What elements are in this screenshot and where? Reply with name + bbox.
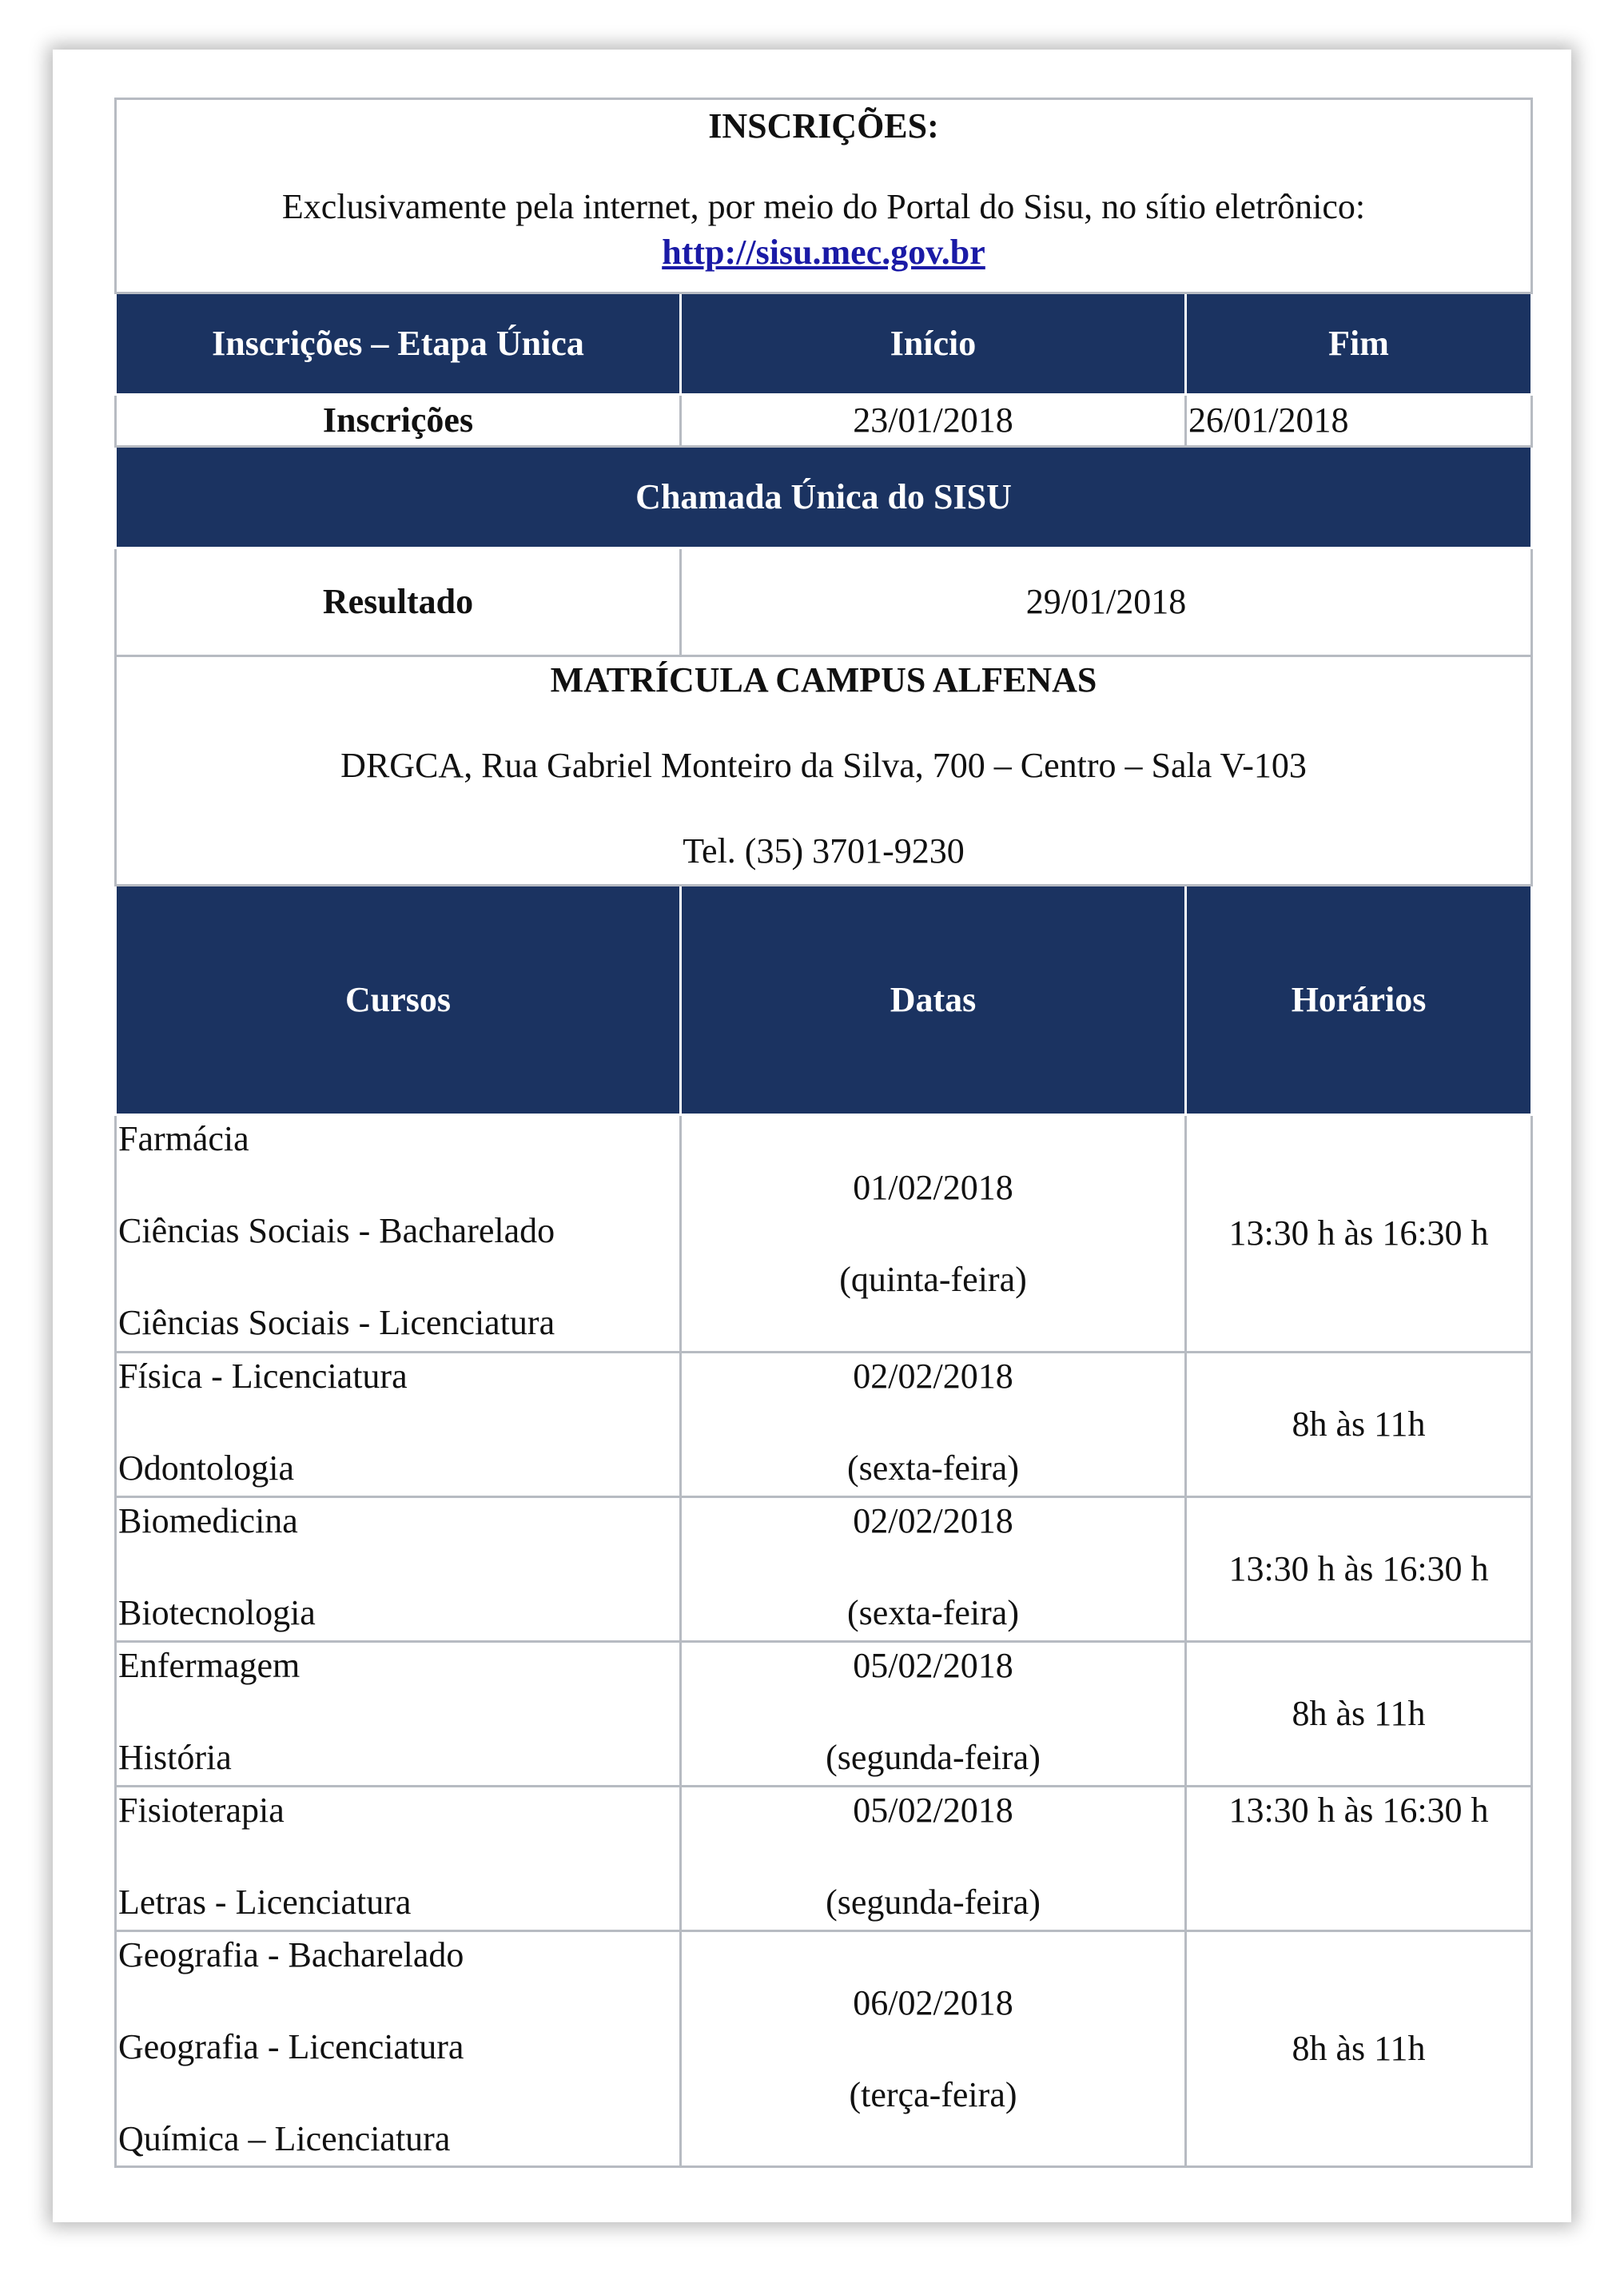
- time-cell: 13:30 h às 16:30 h: [1186, 1787, 1532, 1931]
- intro-text: Exclusivamente pela internet, por meio do Portal do Sisu, no sítio eletrônico:: [281, 187, 1366, 227]
- enrollment-row: [116, 656, 1532, 886]
- table-row: [116, 1787, 1532, 1931]
- date-cell: [681, 1353, 1186, 1497]
- enrollment-weekday: (segunda-feira): [826, 1738, 1041, 1778]
- course-name: Fisioterapia: [118, 1791, 285, 1830]
- enrollment-date: 02/02/2018: [853, 1501, 1013, 1540]
- header-courses: Cursos: [116, 886, 681, 1115]
- registration-start-date: 23/01/2018: [681, 395, 1186, 447]
- registration-row: [116, 395, 1532, 447]
- course-name: Letras - Licenciatura: [118, 1883, 412, 1922]
- course-name: Enfermagem: [118, 1646, 301, 1685]
- enrollment-cell: [116, 656, 1532, 886]
- course-name: Ciências Sociais - Licenciatura: [118, 1303, 555, 1343]
- course-name: História: [118, 1738, 232, 1778]
- header-registration-stage: Inscrições – Etapa Única: [116, 293, 681, 395]
- registration-end-date: 26/01/2018: [1186, 395, 1532, 447]
- header-start: Início: [681, 293, 1186, 395]
- course-name: Geografia - Bacharelado: [118, 1935, 464, 1974]
- course-name: Física - Licenciatura: [118, 1357, 408, 1396]
- table-row: [116, 1353, 1532, 1497]
- enrollment-date: 01/02/2018: [853, 1167, 1013, 1207]
- schedule-header-row: [116, 886, 1532, 1115]
- date-cell: [681, 1115, 1186, 1353]
- sisu-portal-link[interactable]: http://sisu.mec.gov.br: [662, 233, 985, 273]
- course-name: Geografia - Licenciatura: [118, 2027, 464, 2067]
- courses-cell: [116, 1642, 681, 1787]
- enrollment-date: 02/02/2018: [853, 1357, 1013, 1396]
- courses-cell: [116, 1931, 681, 2167]
- time-cell: 8h às 11h: [1186, 1931, 1532, 2167]
- result-date: 29/01/2018: [681, 548, 1532, 656]
- courses-cell: [116, 1115, 681, 1353]
- enrollment-weekday: (terça-feira): [849, 2075, 1017, 2114]
- course-name: Ciências Sociais - Bacharelado: [118, 1211, 555, 1251]
- course-name: Odontologia: [118, 1448, 294, 1488]
- date-cell: [681, 1497, 1186, 1642]
- date-cell: [681, 1931, 1186, 2167]
- intro-row: [116, 99, 1532, 293]
- courses-cell: [116, 1787, 681, 1931]
- enrollment-address: DRGCA, Rua Gabriel Monteiro da Silva, 700 – Centro – Sala V-103: [340, 746, 1307, 786]
- sisu-schedule-table: [114, 98, 1533, 2168]
- time-cell: 8h às 11h: [1186, 1353, 1532, 1497]
- time-cell: 13:30 h às 16:30 h: [1186, 1497, 1532, 1642]
- course-name: Farmácia: [118, 1119, 249, 1158]
- enrollment-weekday: (segunda-feira): [826, 1883, 1041, 1922]
- enrollment-weekday: (sexta-feira): [847, 1593, 1019, 1633]
- result-label: Resultado: [116, 548, 681, 656]
- enrollment-date: 05/02/2018: [853, 1646, 1013, 1685]
- table-row: [116, 1497, 1532, 1642]
- courses-cell: [116, 1497, 681, 1642]
- enrollment-weekday: (sexta-feira): [847, 1448, 1019, 1488]
- time-cell: 8h às 11h: [1186, 1642, 1532, 1787]
- header-end: Fim: [1186, 293, 1532, 395]
- enrollment-date: 06/02/2018: [853, 1982, 1013, 2022]
- registration-label: Inscrições: [116, 395, 681, 447]
- course-name: Biotecnologia: [118, 1593, 316, 1633]
- date-cell: [681, 1787, 1186, 1931]
- enrollment-weekday: (quinta-feira): [839, 1260, 1027, 1299]
- header-dates: Datas: [681, 886, 1186, 1115]
- header-times: Horários: [1186, 886, 1532, 1115]
- enrollment-date: 05/02/2018: [853, 1791, 1013, 1830]
- enrollment-title: MATRÍCULA CAMPUS ALFENAS: [550, 660, 1097, 699]
- intro-cell: [116, 99, 1532, 293]
- courses-cell: [116, 1353, 681, 1497]
- enrollment-phone: Tel. (35) 3701-9230: [683, 831, 965, 871]
- course-name: Biomedicina: [118, 1501, 298, 1540]
- intro-heading: INSCRIÇÕES:: [708, 106, 939, 145]
- table-row: [116, 1115, 1532, 1353]
- course-name: Química – Licenciatura: [118, 2119, 451, 2159]
- table-row: [116, 1931, 1532, 2167]
- call-title: Chamada Única do SISU: [116, 447, 1532, 548]
- time-cell: 13:30 h às 16:30 h: [1186, 1115, 1532, 1353]
- date-cell: [681, 1642, 1186, 1787]
- registration-header-row: [116, 293, 1532, 395]
- table-row: [116, 1642, 1532, 1787]
- call-header-row: [116, 447, 1532, 548]
- result-row: [116, 548, 1532, 656]
